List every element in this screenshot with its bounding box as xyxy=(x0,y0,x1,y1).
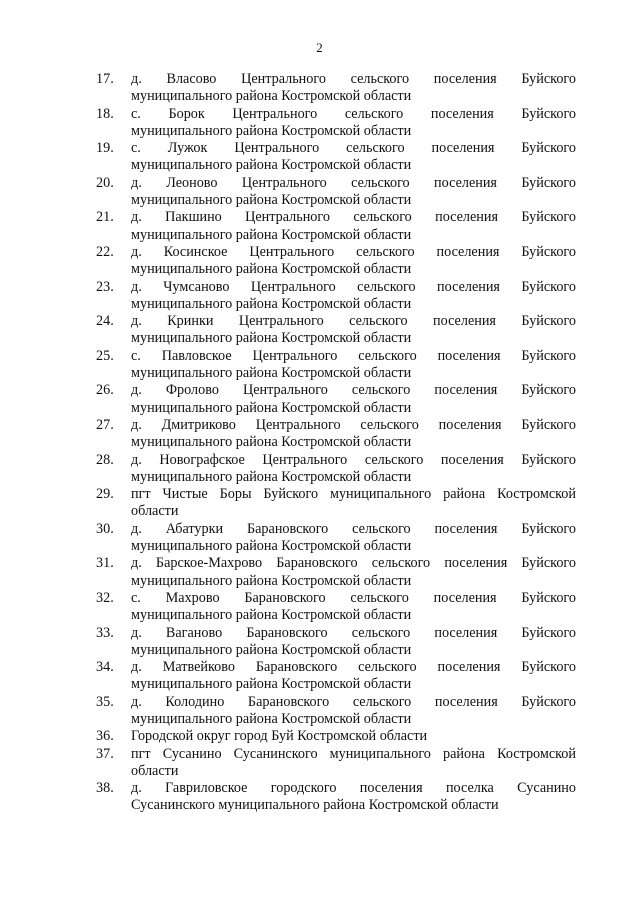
item-text xyxy=(131,659,576,694)
list-item xyxy=(96,417,576,452)
list-item xyxy=(96,71,576,106)
item-text-line1: д. Косинское Центрального сельского поселения Буйского xyxy=(131,243,576,260)
item-text-line2: муниципального района Костромской области xyxy=(131,538,412,555)
item-number: 33. xyxy=(96,624,114,641)
item-number: 34. xyxy=(96,659,114,676)
item-text-line1: д. Барское-Махрово Барановского сельского поселения Буйского xyxy=(131,555,576,572)
item-number: 19. xyxy=(96,140,114,157)
item-text-line1: пгт Чистые Боры Буйского муниципального района Костромской xyxy=(131,486,576,503)
list-item xyxy=(96,746,576,781)
item-text-line1: д. Фролово Центрального сельского поселения Буйского xyxy=(131,382,576,399)
item-text-line2: муниципального района Костромской области xyxy=(131,365,412,382)
item-number: 29. xyxy=(96,486,114,503)
item-number: 18. xyxy=(96,105,114,122)
item-number: 24. xyxy=(96,313,114,330)
item-text xyxy=(131,625,576,660)
list-item xyxy=(96,175,576,210)
item-text-line1: д. Власово Центрального сельского поселения Буйского xyxy=(131,71,576,87)
item-number: 28. xyxy=(96,451,114,468)
item-text-line2: муниципального района Костромской области xyxy=(131,710,412,727)
item-text-line2: муниципального района Костромской области xyxy=(131,641,412,658)
item-text xyxy=(131,348,576,383)
item-text xyxy=(131,746,576,781)
list-item xyxy=(96,590,576,625)
list-item xyxy=(96,209,576,244)
item-text-line2: муниципального района Костромской области xyxy=(131,399,412,416)
item-text-line2: муниципального района Костромской области xyxy=(131,261,412,278)
item-text-line2: муниципального района Костромской области xyxy=(131,88,412,105)
item-text-line2: муниципального района Костромской области xyxy=(131,676,412,693)
item-text-line1: с. Махрово Барановского сельского поселения Буйского xyxy=(131,589,576,606)
item-text-line2: муниципального района Костромской области xyxy=(131,607,412,624)
list-item xyxy=(96,555,576,590)
item-number: 30. xyxy=(96,520,114,537)
item-text-line2: муниципального района Костромской области xyxy=(131,226,412,243)
item-text-line1: д. Дмитриково Центрального сельского поселения Буйского xyxy=(131,416,576,433)
item-text xyxy=(131,780,576,815)
list-item xyxy=(96,625,576,660)
item-text-line2: области xyxy=(131,503,179,520)
item-text-line2: Сусанинского муниципального района Костромской области xyxy=(131,797,499,814)
item-number: 31. xyxy=(96,555,114,572)
item-text-line1: д. Ваганово Барановского сельского поселения Буйского xyxy=(131,624,576,641)
item-text-line1: д. Кринки Центрального сельского поселения Буйского xyxy=(131,313,576,330)
item-number: 22. xyxy=(96,243,114,260)
item-text-line1: д. Матвейково Барановского сельского поселения Буйского xyxy=(131,659,576,676)
item-text-line1: д. Пакшино Центрального сельского поселения Буйского xyxy=(131,209,576,226)
item-text-line1: д. Колодино Барановского сельского поселения Буйского xyxy=(131,693,576,710)
item-text-line1: д. Новографское Центрального сельского поселения Буйского xyxy=(131,451,576,468)
item-text-line1: с. Борок Центрального сельского поселения Буйского xyxy=(131,105,576,122)
list-item xyxy=(96,313,576,348)
item-text xyxy=(131,590,576,625)
item-number: 25. xyxy=(96,347,114,364)
item-number: 38. xyxy=(96,780,114,797)
list-item xyxy=(96,382,576,417)
list-item xyxy=(96,348,576,383)
item-text xyxy=(131,140,576,175)
item-text-line1: Городской округ город Буй Костромской области xyxy=(131,728,428,745)
item-number: 32. xyxy=(96,589,114,606)
list-item xyxy=(96,244,576,279)
item-text xyxy=(131,209,576,244)
list-item xyxy=(96,521,576,556)
item-text-line2: муниципального района Костромской области xyxy=(131,434,412,451)
item-number: 17. xyxy=(96,71,114,87)
item-text xyxy=(131,521,576,556)
item-text-line2: области xyxy=(131,762,179,779)
item-text-line1: д. Чумсаново Центрального сельского поселения Буйского xyxy=(131,278,576,295)
item-text xyxy=(131,452,576,487)
item-number: 21. xyxy=(96,209,114,226)
list-item xyxy=(96,728,576,745)
item-text-line1: д. Гавриловское городского поселения поселка Сусанино xyxy=(131,780,576,797)
item-number: 27. xyxy=(96,416,114,433)
item-text xyxy=(131,313,576,348)
settlement-list xyxy=(96,71,576,815)
item-number: 36. xyxy=(96,728,114,745)
list-item xyxy=(96,452,576,487)
list-item xyxy=(96,106,576,141)
item-text xyxy=(131,694,576,729)
item-text-line2: муниципального района Костромской области xyxy=(131,157,412,174)
list-item xyxy=(96,486,576,521)
item-text xyxy=(131,71,576,106)
list-item xyxy=(96,659,576,694)
item-text-line2: муниципального района Костромской области xyxy=(131,468,412,485)
item-text-line2: муниципального района Костромской области xyxy=(131,572,412,589)
item-text xyxy=(131,486,576,521)
item-text-line1: д. Леоново Центрального сельского поселения Буйского xyxy=(131,174,576,191)
page-number: 2 xyxy=(316,40,323,55)
item-text xyxy=(131,728,576,745)
item-text-line1: с. Павловское Центрального сельского поселения Буйского xyxy=(131,347,576,364)
list-item xyxy=(96,279,576,314)
list-item xyxy=(96,140,576,175)
item-text xyxy=(131,382,576,417)
item-number: 37. xyxy=(96,745,114,762)
list-item xyxy=(96,780,576,815)
item-number: 23. xyxy=(96,278,114,295)
item-text xyxy=(131,106,576,141)
list-item xyxy=(96,694,576,729)
item-text-line1: д. Абатурки Барановского сельского поселения Буйского xyxy=(131,520,576,537)
item-text xyxy=(131,244,576,279)
item-text-line2: муниципального района Костромской области xyxy=(131,295,412,312)
item-number: 35. xyxy=(96,693,114,710)
item-text-line2: муниципального района Костромской области xyxy=(131,330,412,347)
item-text xyxy=(131,417,576,452)
item-text-line2: муниципального района Костромской области xyxy=(131,192,412,209)
item-number: 26. xyxy=(96,382,114,399)
item-text-line1: пгт Сусанино Сусанинского муниципального района Костромской xyxy=(131,745,576,762)
item-text xyxy=(131,175,576,210)
item-text-line1: с. Лужок Центрального сельского поселения Буйского xyxy=(131,140,576,157)
item-text xyxy=(131,279,576,314)
item-text-line2: муниципального района Костромской области xyxy=(131,122,412,139)
item-number: 20. xyxy=(96,174,114,191)
item-text xyxy=(131,555,576,590)
